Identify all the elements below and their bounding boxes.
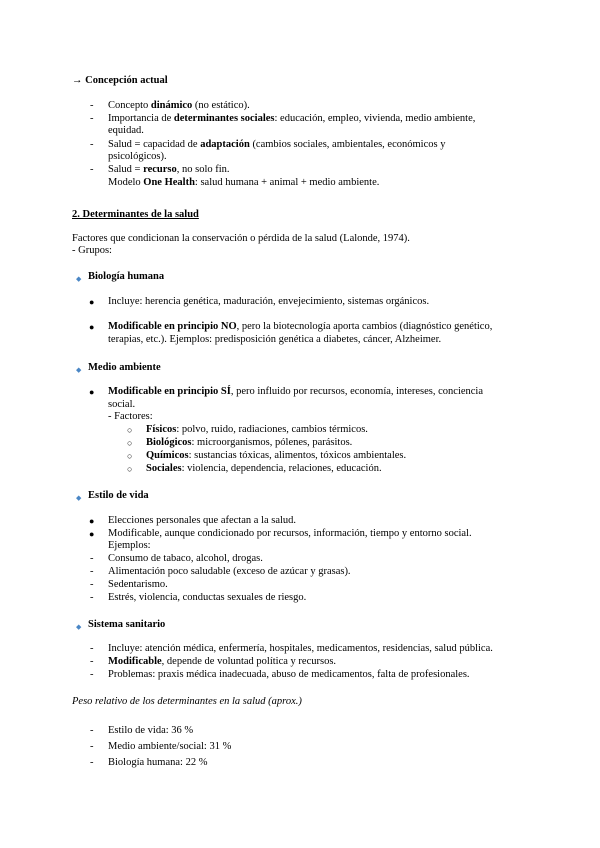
dash: -	[90, 656, 94, 667]
circle-bullet-icon: ○	[127, 438, 133, 448]
circle-bullet-icon: ○	[127, 451, 133, 461]
biologia-title: Biología humana	[88, 271, 165, 282]
list-item: Salud = recurso, no solo fin.	[108, 164, 230, 175]
dash: -	[90, 566, 94, 577]
list-item: Biología humana: 22 %	[108, 757, 208, 768]
list-item: Modificable en principio NO, pero la biotecnología aporta cambios (diagnóstico genético,	[108, 321, 493, 332]
list-item: Estrés, violencia, conductas sexuales de riesgo.	[108, 592, 307, 603]
dash: -	[90, 164, 94, 175]
list-item: Estilo de vida: 36 %	[108, 725, 194, 736]
list-item: Incluye: herencia genética, maduración, envejecimiento, sistemas orgánicos.	[108, 296, 430, 307]
list-item: Alimentación poco saludable (exceso de azúcar y grasas).	[108, 566, 351, 577]
list-item: Concepto dinámico (no estático).	[108, 100, 250, 111]
sub-item: Físicos: polvo, ruido, radiaciones, cambios térmicos.	[146, 424, 368, 435]
dash: -	[90, 579, 94, 590]
dash: -	[90, 757, 94, 768]
medio-title: Medio ambiente	[88, 362, 161, 373]
list-item: Problemas: praxis médica inadecuada, abuso de medicamentos, falta de profesionales.	[108, 669, 470, 680]
list-item: Elecciones personales que afectan a la salud.	[108, 515, 297, 526]
section-title: 2. Determinantes de la salud	[72, 209, 199, 220]
list-item-cont: equidad.	[108, 125, 144, 136]
bullet-icon: ●	[89, 322, 95, 332]
heading-concepcion: → Concepción actual	[72, 75, 168, 86]
dash: -	[90, 741, 94, 752]
dash: -	[90, 139, 94, 150]
bullet-icon: ●	[89, 387, 95, 397]
modelo-line: Modelo One Health: salud humana + animal + medio ambiente.	[108, 177, 380, 188]
list-item: Sedentarismo.	[108, 579, 168, 590]
bullet-icon: ●	[89, 529, 95, 539]
bullet-icon: ●	[89, 297, 95, 307]
diamond-icon: ◆	[76, 623, 82, 631]
sub-item: Biológicos: microorganismos, pólenes, parásitos.	[146, 437, 353, 448]
sub-item: Químicos: sustancias tóxicas, alimentos, tóxicos ambientales.	[146, 450, 407, 461]
dash: -	[90, 725, 94, 736]
list-item-cont: social.	[108, 399, 136, 410]
circle-bullet-icon: ○	[127, 425, 133, 435]
diamond-icon: ◆	[76, 275, 82, 283]
ejemplos-label: Ejemplos:	[108, 540, 151, 551]
diamond-icon: ◆	[76, 494, 82, 502]
list-item: Importancia de determinantes sociales: educación, empleo, vivienda, medio ambiente,	[108, 113, 476, 124]
bullet-icon: ●	[89, 516, 95, 526]
dash: -	[90, 553, 94, 564]
dash: -	[90, 643, 94, 654]
arrow-icon: →	[72, 75, 83, 86]
list-item: Modificable, aunque condicionado por recursos, información, tiempo y entorno social.	[108, 528, 472, 539]
dash: -	[90, 100, 94, 111]
dash: -	[90, 592, 94, 603]
list-item: Salud = capacidad de adaptación (cambios sociales, ambientales, económicos y	[108, 139, 446, 150]
estilo-title: Estilo de vida	[88, 490, 149, 501]
list-item: Consumo de tabaco, alcohol, drogas.	[108, 553, 263, 564]
section-intro: Factores que condicionan la conservación o pérdida de la salud (Lalonde, 1974).	[72, 233, 410, 244]
dash: -	[90, 113, 94, 124]
list-item-cont: psicológicos).	[108, 151, 167, 162]
list-item: Modificable, depende de voluntad política y recursos.	[108, 656, 337, 667]
list-item: Modificable en principio SÍ, pero influido por recursos, economía, intereses, conciencia	[108, 386, 484, 397]
list-item: Medio ambiente/social: 31 %	[108, 741, 232, 752]
diamond-icon: ◆	[76, 366, 82, 374]
peso-title: Peso relativo de los determinantes en la salud (aprox.)	[72, 696, 302, 707]
grupos-label: - Grupos:	[72, 245, 112, 256]
list-item: Incluye: atención médica, enfermería, hospitales, medicamentos, residencias, salud pública.	[108, 643, 493, 654]
factores-label: - Factores:	[108, 411, 153, 422]
sub-item: Sociales: violencia, dependencia, relaciones, educación.	[146, 463, 382, 474]
circle-bullet-icon: ○	[127, 464, 133, 474]
sistema-title: Sistema sanitario	[88, 619, 166, 630]
dash: -	[90, 669, 94, 680]
list-item-cont: terapias, etc.). Ejemplos: predisposición genética a diabetes, cáncer, Alzheimer.	[108, 334, 442, 345]
